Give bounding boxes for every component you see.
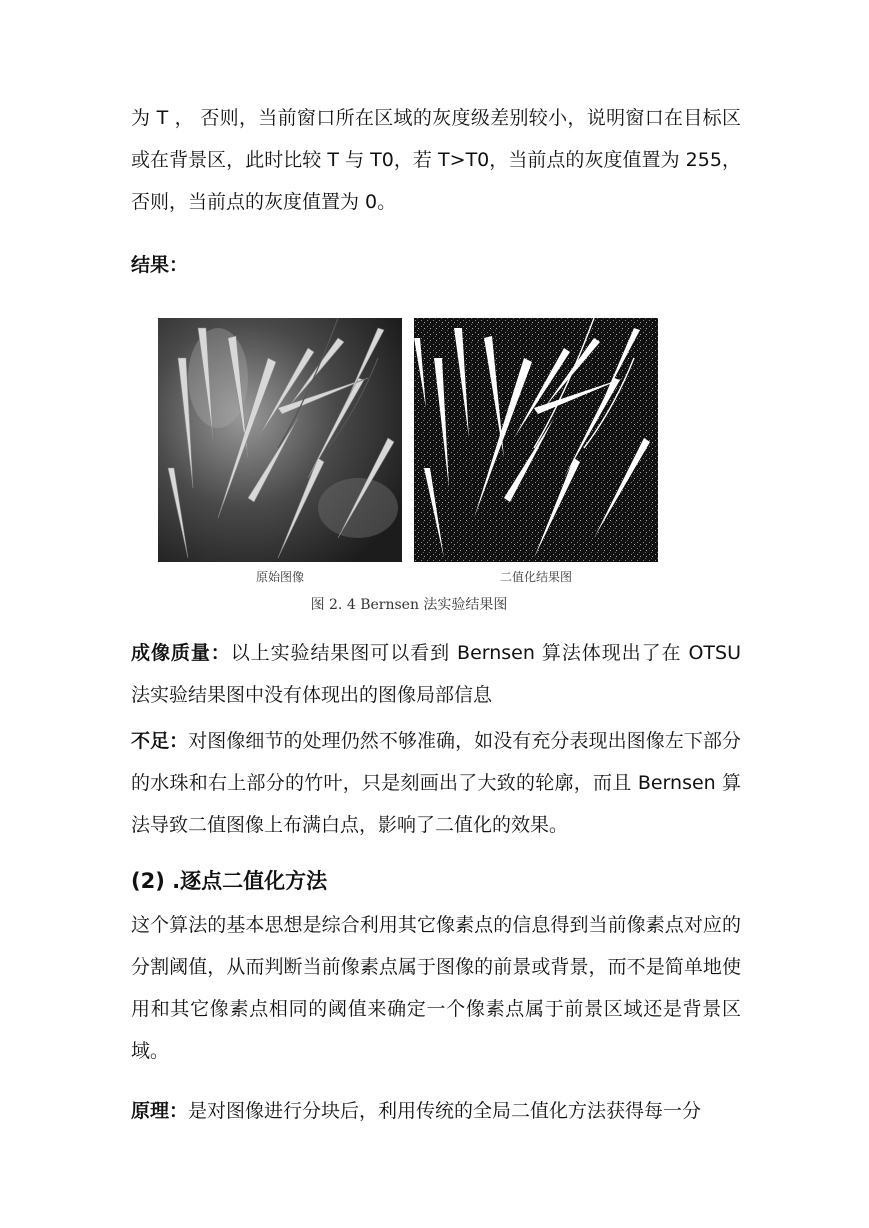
figure-bernsen-result <box>158 318 660 618</box>
principle-label: 原理： <box>131 1100 189 1122</box>
original-image-caption: 原始图像 <box>255 570 304 584</box>
quality-label: 成像质量： <box>131 642 231 664</box>
result-label: 结果： <box>131 254 189 276</box>
original-image <box>158 318 402 562</box>
paragraph-threshold-rule: 为 T ， 否则，当前窗口所在区域的灰度级差别较小，说明窗口在目标区或在背景区，此时比较 T 与 T0，若 T>T0，当前点的灰度值置为 255，否则，当前点的灰度值置为 0。 <box>131 107 741 213</box>
binarized-image-caption: 二值化结果图 <box>499 570 572 584</box>
section-heading: (2) .逐点二值化方法 <box>131 869 328 893</box>
paragraph-deficiency <box>131 720 741 846</box>
binarized-image <box>414 318 658 562</box>
paragraph-section-intro: 这个算法的基本思想是综合利用其它像素点的信息得到当前像素点对应的分割阈值，从而判断当前像素点属于图像的前景或背景，而不是简单地使用和其它像素点相同的阈值来确定一个像素点属于前景区域还是背景区域。 <box>131 914 741 1062</box>
paragraph-principle <box>131 1090 741 1132</box>
paragraph-image-quality <box>131 632 741 716</box>
quality-text: 以上实验结果图可以看到 Bernsen 算法体现出了在 OTSU 法实验结果图中没有体现出的图像局部信息 <box>131 642 741 706</box>
deficiency-label: 不足： <box>131 730 189 752</box>
figure-caption: 图 2. 4 Bernsen 法实验结果图 <box>310 597 508 613</box>
principle-text: 是对图像进行分块后，利用传统的全局二值化方法获得每一分 <box>188 1100 702 1122</box>
deficiency-text: 对图像细节的处理仍然不够准确，如没有充分表现出图像左下部分的水珠和右上部分的竹叶，只是刻画出了大致的轮廓，而且 Bernsen 算法导致二值图像上布满白点，影响了二值化的效果。 <box>131 730 741 836</box>
